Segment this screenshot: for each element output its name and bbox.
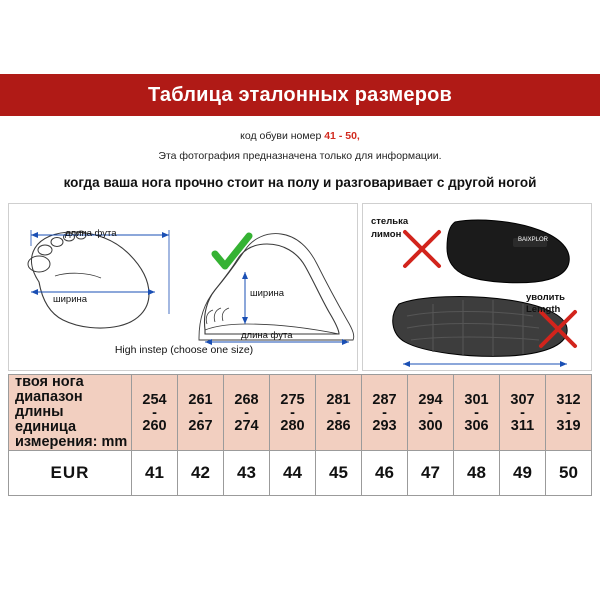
- length-max: 274: [234, 417, 259, 434]
- eur-cell: 47: [408, 451, 454, 496]
- label-width-side: ширина: [250, 288, 285, 299]
- subtitle-info: Эта фотография предназначена только для информации.: [158, 150, 442, 162]
- length-dash: -: [244, 404, 249, 421]
- length-cell: [270, 375, 316, 451]
- length-min: 254: [142, 391, 167, 408]
- length-min: 268: [234, 391, 259, 408]
- length-cell: [454, 375, 500, 451]
- length-cell: [132, 375, 178, 451]
- subtitle-code-line: [0, 130, 600, 142]
- length-cell: [408, 375, 454, 451]
- eur-cell: 49: [500, 451, 546, 496]
- brand-label: BAIXPLOR: [518, 237, 549, 243]
- caption-high-instep: High instep (choose one size): [114, 344, 254, 356]
- eur-cell: 50: [546, 451, 592, 496]
- label-width-top: ширина: [53, 294, 88, 305]
- length-max: 260: [142, 417, 167, 434]
- length-max: 319: [556, 417, 581, 434]
- eur-cell: 42: [178, 451, 224, 496]
- length-dash: -: [566, 404, 571, 421]
- label-foot-length-side: длина фута: [241, 330, 293, 341]
- row-label-foot-length: [9, 375, 132, 451]
- eur-row-label: EUR: [9, 451, 132, 496]
- length-min: 275: [280, 391, 305, 408]
- row-label-line3: единица измерения: mm: [15, 419, 128, 450]
- eur-cell: 43: [224, 451, 270, 496]
- length-max: 306: [464, 417, 489, 434]
- length-max: 300: [418, 417, 443, 434]
- length-max: 311: [510, 417, 535, 434]
- eur-cell: 45: [316, 451, 362, 496]
- page-title: Таблица эталонных размеров: [147, 83, 453, 106]
- length-dash: -: [198, 404, 203, 421]
- row-label-line1: твоя нога: [15, 374, 84, 390]
- row-label-line2: диапазон длины: [15, 389, 83, 420]
- label-insole-line1: стелька: [371, 216, 409, 227]
- length-dash: -: [428, 404, 433, 421]
- table-row-foot-length: [9, 375, 592, 451]
- length-min: 312: [556, 391, 581, 408]
- length-max: 267: [188, 417, 213, 434]
- length-max: 286: [326, 417, 351, 434]
- eur-cell: 41: [132, 451, 178, 496]
- length-dash: -: [520, 404, 525, 421]
- diagram-area: [8, 203, 592, 371]
- length-cell: [224, 375, 270, 451]
- length-cell: [500, 375, 546, 451]
- label-insole-line2: лимон: [371, 229, 402, 240]
- length-min: 294: [418, 391, 443, 408]
- length-cell: [546, 375, 592, 451]
- foot-measurement-panel: [8, 203, 358, 371]
- length-min: 281: [326, 391, 351, 408]
- length-min: 301: [464, 391, 489, 408]
- length-dash: -: [290, 404, 295, 421]
- subtitle-code-value: 41 - 50,: [324, 130, 360, 142]
- length-max: 280: [280, 417, 305, 434]
- length-dash: -: [382, 404, 387, 421]
- length-min: 307: [510, 391, 535, 408]
- length-min: 261: [188, 391, 213, 408]
- length-min: 287: [372, 391, 397, 408]
- length-cell: [178, 375, 224, 451]
- length-cell: [362, 375, 408, 451]
- length-cell: [316, 375, 362, 451]
- insole-panel: [362, 203, 592, 371]
- eur-cell: 48: [454, 451, 500, 496]
- length-dash: -: [336, 404, 341, 421]
- length-dash: -: [474, 404, 479, 421]
- table-row-eur: [9, 451, 592, 496]
- eur-cell: 46: [362, 451, 408, 496]
- length-max: 293: [372, 417, 397, 434]
- eur-cell: 44: [270, 451, 316, 496]
- subtitle-code-prefix: код обуви номер: [240, 130, 325, 142]
- length-dash: -: [152, 404, 157, 421]
- label-enlarge-line2: Lemgth: [526, 304, 561, 315]
- subtitle-instruction: когда ваша нога прочно стоит на полу и разговаривает с другой ногой: [63, 175, 537, 190]
- title-banner: [0, 74, 600, 116]
- size-table: [8, 374, 592, 496]
- label-enlarge-line1: уволить: [526, 292, 565, 303]
- label-foot-length-top: длина фута: [65, 228, 117, 239]
